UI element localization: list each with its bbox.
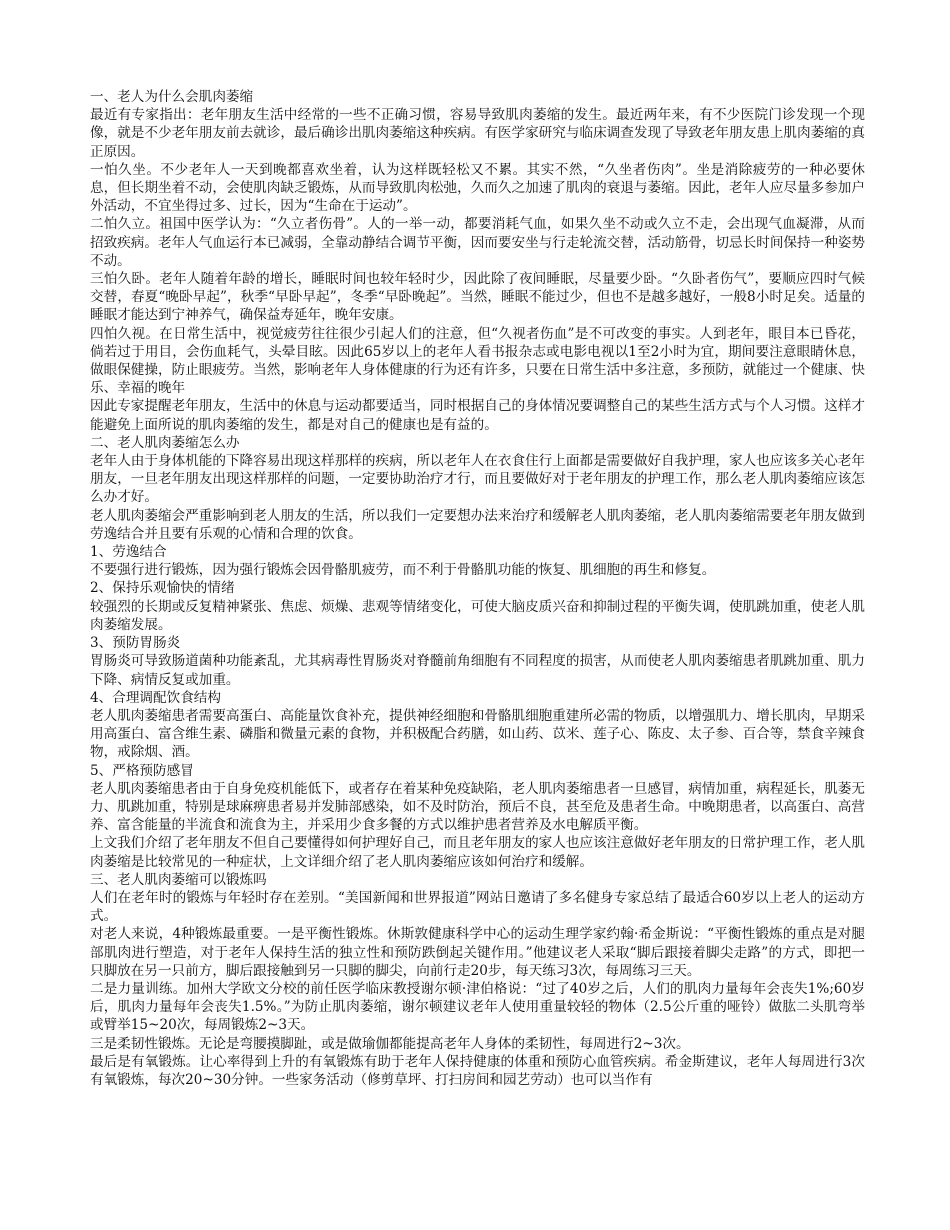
- paragraph: 一怕久坐。不少老年人一天到晚都喜欢坐着，认为这样既轻松又不累。其实不然，“久坐者伤肉”。坐是消除疲劳的一种必要休息，但长期坐着不动，会使肌肉缺乏锻炼，从而导致肌肉松弛，久而久之加速了肌肉的衰退与萎缩。因此，老年人应尽量多参加户外活动，不宜坐得过多、过长，因为“生命在于运动”。: [90, 161, 865, 215]
- paragraph: 二怕久立。祖国中医学认为：“久立者伤骨”。人的一举一动，都要消耗气血，如果久坐不动或久立不走，会出现气血凝滞，从而招致疾病。老年人气血运行本已减弱，全靠动静结合调节平衡，因而要安坐与行走轮流交替，活动筋骨，切忌长时间保持一种姿势不动。: [90, 216, 865, 269]
- paragraph: 最近有专家指出：老年朋友生活中经常的一些不正确习惯，容易导致肌肉萎缩的发生。最近两年来，有不少医院门诊发现一个现像，就是不少老年朋友前去就诊，最后确诊出肌肉萎缩这种疾病。有医学家研究与临床调查发现了导致老年朋友患上肌肉萎缩的真正原因。: [90, 107, 865, 160]
- document-body: [90, 88, 865, 1089]
- paragraph: 不要强行进行锻炼，因为强行锻炼会因骨骼肌疲劳，而不利于骨骼肌功能的恢复、肌细胞的再生和修复。: [90, 562, 716, 579]
- paragraph: 人们在老年时的锻炼与年轻时存在差别。“美国新闻和世界报道”网站日邀请了多名健身专家总结了最适合60岁以上老人的运动方式。: [90, 889, 865, 925]
- paragraph: 较强烈的长期或反复精神紧张、焦虑、烦燥、悲观等情绪变化，可使大脑皮质兴奋和抑制过程的平衡失调，使肌跳加重，使老人肌肉萎缩发展。: [90, 598, 865, 633]
- paragraph: 上文我们介绍了老年朋友不但自己要懂得如何护理好自己，而且老年朋友的家人也应该注意做好老年朋友的日常护理工作，老人肌肉萎缩是比较常见的一种症状，上文详细介绍了老人肌肉萎缩应该如何治疗和缓解。: [90, 835, 865, 870]
- paragraph: 老人肌肉萎缩会严重影响到老人朋友的生活，所以我们一定要想办法来治疗和缓解老人肌肉萎缩，老人肌肉萎缩需要老年朋友做到劳逸结合并且要有乐观的心情和合理的饮食。: [90, 507, 865, 542]
- paragraph: 三是柔韧性锻炼。无论是弯腰摸脚趾，或是做瑜伽都能提高老年人身体的柔韧性，每周进行2~3次。: [90, 1035, 690, 1052]
- paragraph: 老人肌肉萎缩患者由于自身免疫机能低下，或者存在着某种免疫缺陷，老人肌肉萎缩患者一旦感冒，病情加重，病程延长，肌萎无力、肌跳加重，特别是球麻痹患者易并发肺部感染，如不及时防治，预后不良，甚至危及患者生命。中晚期患者，以高蛋白、高营养、富含能量的半流食和流食为主，并采用少食多餐的方式以维护患者营养及水电解质平衡。: [90, 780, 865, 834]
- paragraph: 老人肌肉萎缩患者需要高蛋白、高能量饮食补充，提供神经细胞和骨骼肌细胞重建所必需的物质，以增强肌力、增长肌肉，早期采用高蛋白、富含维生素、磷脂和微量元素的食物，并积极配合药膳，如山药、苡米、莲子心、陈皮、太子参、百合等，禁食辛辣食物，戒除烟、酒。: [90, 707, 865, 761]
- subheading: 4、合理调配饮食结构: [90, 689, 221, 706]
- section-heading-2: 二、老人肌肉萎缩怎么办: [90, 434, 240, 451]
- paragraph: 因此专家提醒老年朋友，生活中的休息与运动都要适当，同时根据自己的身体情况要调整自己的某些生活方式与个人习惯。这样才能避免上面所说的肌肉萎缩的发生，都是对自己的健康也是有益的。: [90, 398, 865, 433]
- paragraph: 三怕久卧。老年人随着年龄的增长，睡眠时间也较年轻时少，因此除了夜间睡眠，尽量要少卧。“久卧者伤气”，要顺应四时气候交替，春夏“晚卧早起”，秋季“早卧早起”，冬季“早卧晚起”。当然，睡眠不能过少，但也不是越多越好，一般8小时足矣。适量的睡眠才能达到宁神养气，确保益寿延年，晚年安康。: [90, 271, 865, 324]
- subheading: 5、严格预防感冒: [90, 762, 194, 779]
- paragraph: 四怕久视。在日常生活中，视觉疲劳往往很少引起人们的注意，但“久视者伤血”是不可改变的事实。人到老年，眼目本已昏花，倘若过于用目，会伤血耗气，头晕目眩。因此65岁以上的老年人看书报杂志或电影电视以1至2小时为宜，期间要注意眼睛休息，做眼保健操，防止眼疲劳。当然，影响老年人身体健康的行为还有许多，只要在日常生活中多注意，多预防，就能过一个健康、快乐、幸福的晚年: [90, 325, 865, 397]
- subheading: 3、预防胃肠炎: [90, 635, 181, 652]
- section-heading-1: 一、老人为什么会肌肉萎缩: [90, 89, 254, 105]
- section-heading-3: 三、老人肌肉萎缩可以锻炼吗: [90, 871, 267, 888]
- paragraph: 老年人由于身体机能的下降容易出现这样那样的疾病，所以老年人在衣食住行上面都是需要做好自我护理，家人也应该多关心老年朋友，一旦老年朋友出现这样那样的问题，一定要协助治疗才行，而且要做好对于老年朋友的护理工作，那么老人肌肉萎缩应该怎么办才好。: [90, 453, 865, 506]
- subheading: 1、劳逸结合: [90, 544, 167, 561]
- paragraph: 对老人来说，4种锻炼最重要。一是平衡性锻炼。休斯敦健康科学中心的运动生理学家约翰·希金斯说：“平衡性锻炼的重点是对腿部肌肉进行塑造，对于老年人保持生活的独立性和预防跌倒起关键作用。”他建议老人采取“脚后跟接着脚尖走路”的方式，即把一只脚放在另一只前方，脚后跟接触到另一只脚的脚尖，向前行走20步，每天练习3次，每周练习三天。: [90, 926, 865, 979]
- subheading: 2、保持乐观愉快的情绪: [90, 580, 235, 597]
- paragraph: 最后是有氧锻炼。让心率得到上升的有氧锻炼有助于老年人保持健康的体重和预防心血管疾病。希金斯建议，老年人每周进行3次有氧锻炼，每次20~30分钟。一些家务活动（修剪草坪、打扫房间和园艺劳动）也可以当作有: [90, 1053, 865, 1088]
- paragraph: 二是力量训练。加州大学欧文分校的前任医学临床教授谢尔顿·津伯格说：“过了40岁之后，人们的肌肉力量每年会丧失1%;60岁后，肌肉力量每年会丧失1.5%。”为防止肌肉萎缩，谢尔顿建议老年人使用重量较轻的物体（2.5公斤重的哑铃）做肱二头肌弯举或臂举15~20次，每周锻炼2~3天。: [90, 980, 865, 1034]
- paragraph: 胃肠炎可导致肠道菌种功能紊乱，尤其病毒性胃肠炎对脊髓前角细胞有不同程度的损害，从而使老人肌肉萎缩患者肌跳加重、肌力下降、病情反复或加重。: [90, 653, 865, 688]
